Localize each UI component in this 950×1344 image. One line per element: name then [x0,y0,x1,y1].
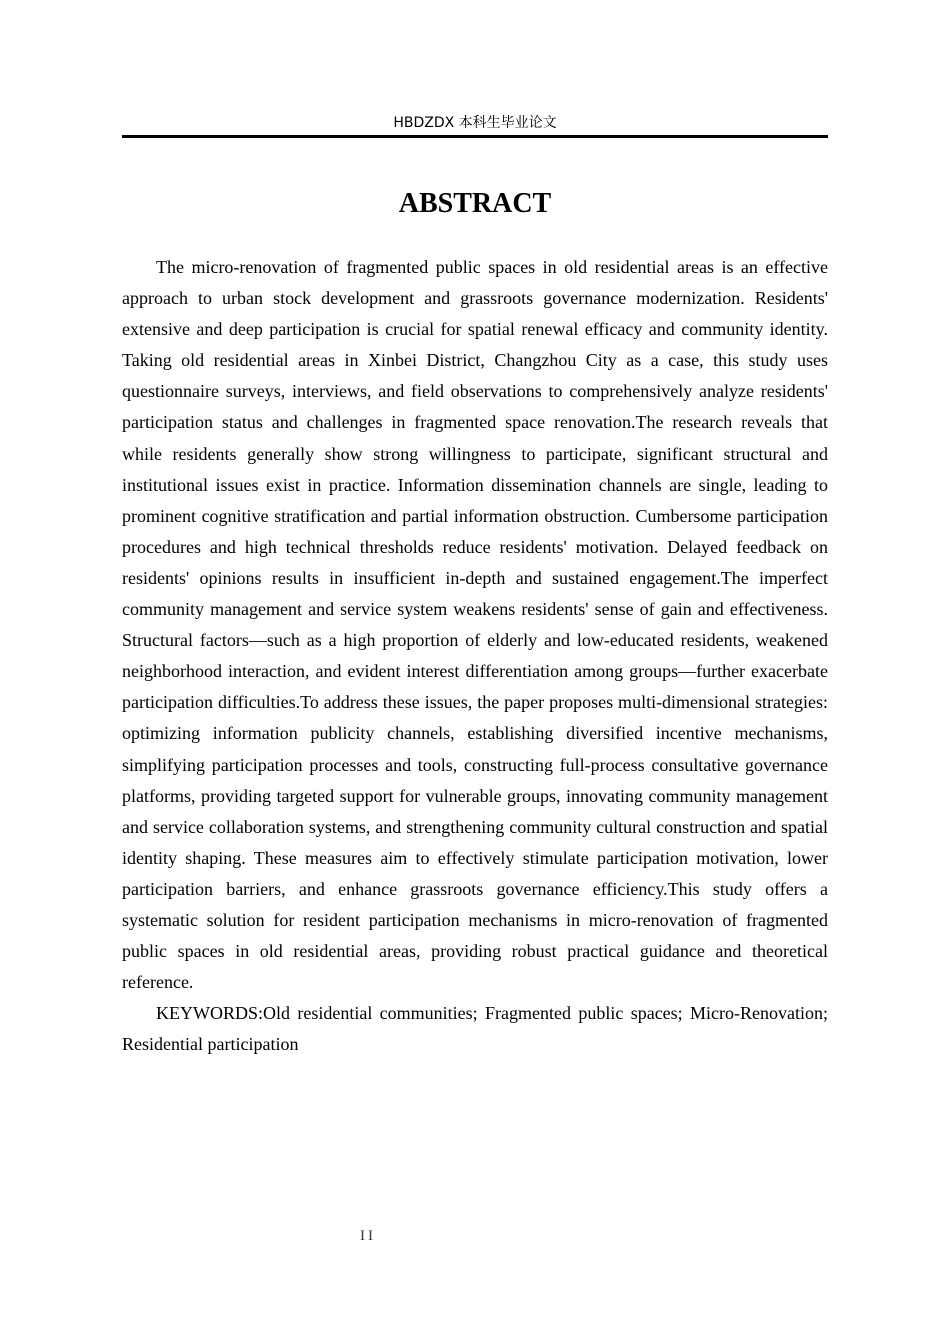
page-number: II [360,1228,376,1244]
abstract-section [122,252,828,1060]
running-header: HBDZDX 本科生毕业论文 [393,115,557,131]
abstract-body: The micro-renovation of fragmented public spaces in old residential areas is an effective approach to urban stock development and grassroots governance modernization. Residents' extensive and deep participation is crucial for spatial renewal efficacy and community identity. Taking old residential areas in Xinbei District, Changzhou City as a case, this study uses questionnaire surveys, interviews, and field observations to comprehensively analyze residents' participation status and challenges in fragmented space renovation.The research reveals that while residents generally show strong willingness to participate, significant structural and institutional issues exist in practice. Information dissemination channels are single, leading to prominent cognitive stratification and partial information obstruction. Cumbersome participation procedures and high technical thresholds reduce residents' motivation. Delayed feedback on residents' opinions results in insufficient in-depth and sustained engagement.The imperfect community management and service system weakens residents' sense of gain and effectiveness. Structural factors—such as a high proportion of elderly and low-educated residents, weakened neighborhood interaction, and evident interest differentiation among groups—further exacerbate participation difficulties.To address these issues, the paper proposes multi-dimensional strategies: optimizing information publicity channels, establishing diversified incentive mechanisms, simplifying participation processes and tools, constructing full-process consultative governance platforms, providing targeted support for vulnerable groups, innovating community management and service collaboration systems, and strengthening community cultural construction and spatial identity shaping. These measures aim to effectively stimulate participation motivation, lower participation barriers, and enhance grassroots governance efficiency.This study offers a systematic solution for resident participation mechanisms in micro-renovation of fragmented public spaces in old residential areas, providing robust practical guidance and theoretical reference. [122,257,828,993]
keywords-line: KEYWORDS:Old residential communities; Fragmented public spaces; Micro-Renovation; Residential participation [122,1003,828,1055]
abstract-heading: ABSTRACT [398,188,552,219]
header-divider [122,135,828,138]
